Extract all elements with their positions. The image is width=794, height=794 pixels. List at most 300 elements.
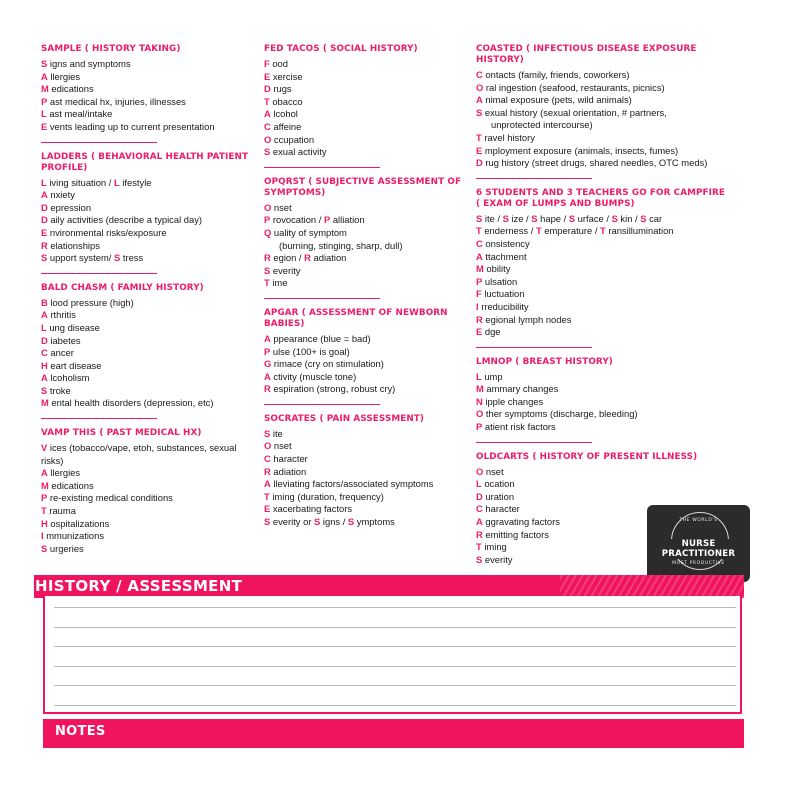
list-item: [264, 333, 469, 346]
banner-stripes: [560, 575, 744, 598]
logo-main-text: NURSE PRACTITIONER: [647, 539, 750, 559]
list-item: [476, 383, 741, 396]
item-text: ulsation: [482, 275, 518, 287]
item-text: re-existing medical conditions: [47, 492, 173, 504]
list-item: [264, 358, 469, 371]
mnemonic-letter: D: [41, 334, 48, 346]
section-title: BALD CHASM ( FAMILY HISTORY): [41, 282, 204, 293]
item-text: ppearance (blue = bad): [270, 332, 371, 344]
mnemonic-letter: T: [476, 131, 482, 143]
item-text: ransillumination: [605, 225, 674, 237]
item-text: troke: [47, 384, 71, 396]
mnemonic-letter: H: [41, 517, 48, 529]
mnemonic-letter: A: [41, 467, 48, 479]
list-item: [264, 146, 469, 159]
item-text: alliation: [330, 214, 365, 226]
list-item: [41, 360, 256, 373]
section-divider: [41, 142, 157, 143]
mnemonic-letter: D: [264, 83, 271, 95]
mnemonic-letter: O: [476, 465, 484, 477]
mnemonic-letter: S: [264, 427, 271, 439]
list-item: [264, 277, 469, 290]
mnemonic-letter: H: [41, 359, 48, 371]
item-text: ancer: [47, 347, 74, 359]
list-item: [476, 119, 741, 132]
mnemonic-letter: S: [347, 516, 355, 528]
item-text: exual history (sexual orientation, # partners,: [482, 106, 667, 118]
item-text: lcohol: [270, 108, 298, 120]
item-text: rovocation /: [270, 214, 324, 226]
item-text: hape /: [537, 212, 569, 224]
item-text: ast medical hx, injuries, illnesses: [47, 95, 186, 107]
item-text: kin /: [617, 212, 641, 224]
mnemonic-letter: A: [41, 372, 48, 384]
mnemonic-letter: T: [600, 225, 606, 237]
item-text: ental health disorders (depression, etc): [48, 397, 214, 409]
mnemonic-letter: S: [476, 553, 483, 565]
section-title: APGAR ( ASSESSMENT OF NEWBORN BABIES): [264, 307, 448, 329]
item-text: nset: [483, 465, 504, 477]
mnemonic-letter: S: [640, 212, 647, 224]
item-text: mployment exposure (animals, insects, fumes): [482, 144, 679, 156]
mnemonic-letter: A: [264, 332, 271, 344]
mnemonic-letter: O: [264, 133, 272, 145]
section-title: LADDERS ( BEHAVIORAL HEALTH PATIENT PROFILE): [41, 151, 249, 173]
section-title: OLDCARTS ( HISTORY OF PRESENT ILLNESS): [476, 451, 698, 462]
list-item: [476, 288, 741, 301]
mnemonic-letter: S: [113, 252, 121, 264]
notes-bar: [43, 719, 744, 748]
item-text: nset: [271, 440, 292, 452]
item-text: (burning, stinging, sharp, dull): [279, 239, 403, 251]
item-text: atient risk factors: [482, 421, 556, 433]
list-item: [264, 516, 469, 529]
list-item: [476, 145, 741, 158]
list-item: [264, 428, 469, 441]
section-divider: [264, 404, 380, 405]
item-text: obility: [483, 263, 511, 275]
list-item: [476, 314, 741, 327]
list-item: [41, 492, 256, 505]
mnemonic-letter: E: [264, 503, 271, 515]
item-text: rugs: [270, 83, 292, 95]
mnemonic-letter: S: [502, 212, 509, 224]
list-item: [264, 346, 469, 359]
section-divider: [264, 298, 380, 299]
item-text: ast meal/intake: [46, 108, 113, 120]
item-text: everity: [270, 264, 301, 276]
list-item: [476, 276, 741, 289]
list-item: [264, 121, 469, 134]
item-text: adiation: [270, 465, 307, 477]
list-item: [476, 491, 741, 504]
item-text: ontacts (family, friends, coworkers): [482, 69, 630, 80]
mnemonic-letter: M: [41, 397, 49, 409]
mnemonic-letter: S: [41, 252, 48, 264]
list-item: [41, 518, 256, 531]
mnemonic-letter: P: [476, 421, 483, 433]
list-item: [264, 503, 469, 516]
item-text: obacco: [269, 95, 303, 107]
mnemonic-letter: P: [264, 214, 271, 226]
list-item: [264, 371, 469, 384]
mnemonic-letter: B: [41, 296, 48, 308]
section-divider: [41, 418, 157, 419]
section-coasted: [476, 44, 741, 170]
item-text: emperature /: [541, 225, 601, 237]
section-title: FED TACOS ( SOCIAL HISTORY): [264, 44, 418, 54]
item-text: llergies: [47, 70, 81, 82]
mnemonic-letter: P: [476, 275, 483, 287]
item-text: onsistency: [482, 237, 530, 249]
item-text: iming: [481, 541, 507, 553]
mnemonic-letter: L: [113, 176, 120, 188]
mnemonic-letter: S: [264, 264, 271, 276]
mnemonic-letter: C: [264, 453, 271, 465]
list-item: [264, 265, 469, 278]
list-item: [476, 157, 741, 170]
list-item: [41, 347, 256, 360]
item-text: ulse (100+ is goal): [270, 345, 350, 357]
mnemonic-letter: P: [41, 95, 48, 107]
item-text: egion /: [270, 252, 305, 264]
mnemonic-letter: C: [264, 120, 271, 132]
list-item: [476, 238, 741, 251]
mnemonic-letter: S: [568, 212, 576, 224]
item-text: edications: [48, 479, 94, 491]
item-text: ices (tobacco/vape, etoh, substances, sexual risks): [41, 442, 237, 466]
item-text: ump: [481, 370, 503, 382]
note-line: [54, 646, 736, 647]
mnemonic-letter: A: [41, 70, 48, 82]
section-opqrst: [264, 177, 469, 290]
mnemonic-letter: I: [41, 530, 44, 542]
item-text: ymptoms: [354, 516, 395, 528]
section-title: SOCRATES ( PAIN ASSESSMENT): [264, 413, 425, 424]
section-vamp-this: [41, 428, 256, 555]
mnemonic-letter: T: [476, 225, 482, 237]
mnemonic-letter: M: [476, 383, 484, 395]
mnemonic-letter: S: [264, 146, 271, 158]
item-text: rauma: [46, 505, 76, 517]
mnemonic-letter: S: [531, 212, 538, 224]
mnemonic-letter: O: [264, 440, 272, 452]
item-text: nset: [271, 201, 292, 213]
note-line: [54, 685, 736, 686]
item-text: rreducibility: [478, 300, 529, 312]
mnemonic-letter: D: [41, 201, 48, 213]
list-item: [41, 543, 256, 556]
item-text: ospitalizations: [47, 517, 110, 529]
list-item: [264, 383, 469, 396]
mnemonic-letter: E: [41, 120, 48, 132]
item-text: rug history (street drugs, shared needles, OTC meds): [482, 157, 708, 169]
item-text: urgeries: [47, 542, 84, 554]
mnemonic-letter: S: [476, 212, 483, 224]
mnemonic-letter: P: [323, 214, 331, 226]
list-item: [264, 214, 469, 227]
list-item: [264, 453, 469, 466]
list-item: [41, 71, 256, 84]
list-item: [264, 478, 469, 491]
item-text: affeine: [270, 120, 302, 132]
mnemonic-letter: E: [264, 70, 271, 82]
mnemonic-letter: T: [41, 505, 47, 517]
list-item: [41, 442, 256, 467]
section-divider: [476, 178, 592, 179]
list-item: [476, 94, 741, 107]
list-item: [41, 335, 256, 348]
mnemonic-letter: A: [264, 370, 271, 382]
list-item: [476, 251, 741, 264]
item-text: elationships: [47, 239, 100, 251]
mnemonic-letter: A: [476, 250, 483, 262]
logo-bottom-text: MOST PRODUCTIVE: [672, 561, 725, 566]
item-text: ral ingestion (seafood, restaurants, picnics): [483, 81, 665, 93]
section-divider: [264, 167, 380, 168]
mnemonic-letter: V: [41, 442, 48, 454]
section-title: SAMPLE ( HISTORY TAKING): [41, 44, 181, 54]
mnemonic-letter: T: [264, 277, 270, 289]
mnemonic-letter: S: [264, 516, 271, 528]
list-item: [264, 491, 469, 504]
mnemonic-letter: A: [264, 478, 271, 490]
mnemonic-letter: M: [476, 263, 484, 275]
mnemonic-letter: E: [476, 326, 483, 338]
list-item: [264, 134, 469, 147]
section-title: 6 STUDENTS AND 3 TEACHERS GO FOR CAMPFIRE ( EXAM OF LUMPS AND BUMPS): [476, 187, 725, 209]
list-item: [41, 189, 256, 202]
list-item: [41, 202, 256, 215]
item-text: iving situation /: [46, 176, 114, 188]
section-fed-tacos: [264, 44, 469, 159]
item-text: iabetes: [47, 334, 81, 346]
mnemonic-letter: D: [476, 490, 483, 502]
section-title: LMNOP ( BREAST HISTORY): [476, 356, 613, 367]
item-text: ocation: [481, 478, 515, 490]
list-item: [264, 96, 469, 109]
list-item: [476, 213, 741, 226]
mnemonic-letter: L: [41, 108, 47, 120]
item-text: exual activity: [270, 146, 327, 158]
list-item: [41, 322, 256, 335]
mnemonic-letter: C: [476, 503, 483, 515]
item-text: epression: [47, 201, 92, 213]
list-item: [476, 396, 741, 409]
mnemonic-letter: C: [476, 69, 483, 80]
mnemonic-letter: Q: [264, 226, 272, 238]
item-text: ttachment: [482, 250, 527, 262]
list-item: [41, 397, 256, 410]
mnemonic-letter: N: [476, 395, 483, 407]
mnemonic-letter: S: [41, 542, 48, 554]
list-item: [476, 478, 741, 491]
item-text: uration: [482, 490, 515, 502]
section-divider: [476, 442, 592, 443]
list-item: [264, 71, 469, 84]
item-text: emitting factors: [482, 528, 549, 540]
item-text: enderness /: [481, 225, 536, 237]
mnemonic-letter: F: [264, 58, 270, 69]
item-text: ipple changes: [482, 395, 544, 407]
mnemonic-letter: R: [264, 252, 271, 264]
item-text: igns /: [320, 516, 348, 528]
notes-writing-area[interactable]: [43, 596, 742, 714]
mnemonic-letter: S: [476, 106, 483, 118]
item-text: ung disease: [46, 321, 100, 333]
item-text: mmunizations: [43, 530, 105, 542]
mnemonic-letter: F: [476, 288, 482, 300]
item-text: ctivity (muscle tone): [270, 370, 357, 382]
item-text: igns and symptoms: [47, 58, 131, 69]
section-bald-chasm: [41, 283, 256, 410]
mnemonic-letter: R: [476, 528, 483, 540]
item-text: aily activities (describe a typical day): [47, 214, 203, 226]
item-text: nxiety: [47, 189, 75, 201]
mnemonic-letter: R: [41, 239, 48, 251]
list-item: [476, 301, 741, 314]
section-divider: [41, 273, 157, 274]
item-text: eart disease: [47, 359, 102, 371]
mnemonic-letter: D: [41, 214, 48, 226]
section-title: OPQRST ( SUBJECTIVE ASSESSMENT OF SYMPTOMS): [264, 176, 462, 198]
list-item: [264, 108, 469, 121]
mnemonic-letter: S: [611, 212, 618, 224]
section-lmnop: [476, 357, 741, 434]
list-item: [476, 408, 741, 421]
mnemonic-letter: A: [476, 94, 483, 106]
mnemonic-letter: E: [476, 144, 483, 156]
column-right: [476, 44, 741, 566]
list-item: [41, 480, 256, 493]
mnemonic-letter: T: [264, 490, 270, 502]
list-item: [264, 58, 469, 71]
list-item: [264, 202, 469, 215]
list-item: [41, 252, 256, 265]
mnemonic-letter: T: [264, 95, 270, 107]
list-item: [41, 505, 256, 518]
item-text: nimal exposure (pets, wild animals): [482, 94, 632, 106]
mnemonic-letter: L: [41, 176, 47, 188]
mnemonic-letter: O: [264, 201, 272, 213]
mnemonic-letter: G: [264, 358, 272, 370]
mnemonic-letter: R: [264, 465, 271, 477]
mnemonic-letter: C: [476, 237, 483, 249]
mnemonic-letter: P: [264, 345, 271, 357]
item-text: lood pressure (high): [47, 296, 134, 308]
item-text: uality of symptom: [271, 226, 347, 238]
section-divider: [476, 347, 592, 348]
section-apgar: [264, 308, 469, 396]
list-item: [41, 177, 256, 190]
item-text: urface /: [575, 212, 612, 224]
list-item: [476, 371, 741, 384]
mnemonic-letter: C: [41, 347, 48, 359]
mnemonic-letter: L: [476, 370, 482, 382]
list-item: [41, 372, 256, 385]
item-text: nvironmental risks/exposure: [47, 226, 167, 238]
mnemonic-letter: P: [41, 492, 48, 504]
mnemonic-letter: O: [476, 81, 484, 93]
item-text: lleviating factors/associated symptoms: [270, 478, 434, 490]
item-text: xacerbating factors: [270, 503, 353, 515]
list-item: [264, 466, 469, 479]
list-item: [476, 263, 741, 276]
mnemonic-letter: R: [264, 383, 271, 395]
list-item: [41, 309, 256, 322]
list-item: [476, 107, 741, 120]
item-text: upport system/: [47, 252, 114, 264]
section-title: VAMP THIS ( PAST MEDICAL HX): [41, 428, 202, 439]
section-6-students-and-3-teachers-go-for-campfire: [476, 188, 741, 339]
mnemonic-letter: A: [41, 189, 48, 201]
list-item: [41, 467, 256, 480]
section-title: COASTED ( INFECTIOUS DISEASE EXPOSURE HISTORY): [476, 44, 697, 65]
list-item: [264, 240, 469, 253]
list-item: [41, 227, 256, 240]
section-ladders: [41, 152, 256, 265]
item-text: ime: [269, 277, 288, 289]
item-text: ize /: [508, 212, 532, 224]
item-text: egional lymph nodes: [482, 313, 572, 325]
note-line: [54, 666, 736, 667]
history-assessment-title: HISTORY / ASSESSMENT: [35, 577, 243, 595]
mnemonic-letter: L: [476, 478, 482, 490]
nurse-practitioner-logo: [647, 505, 750, 582]
mnemonic-letter: T: [476, 541, 482, 553]
list-item: [41, 240, 256, 253]
item-text: ccupation: [271, 133, 315, 145]
column-left: [41, 44, 256, 555]
item-text: unprotected intercourse): [491, 119, 593, 131]
mnemonic-letter: L: [41, 321, 47, 333]
item-text: everity: [482, 553, 513, 565]
section-socrates: [264, 414, 469, 529]
note-line: [54, 705, 736, 706]
list-item: [41, 108, 256, 121]
mnemonic-letter: O: [476, 408, 484, 420]
notes-title: NOTES: [55, 724, 106, 739]
item-text: tress: [120, 252, 144, 264]
mnemonic-letter: I: [476, 300, 479, 312]
item-text: lcoholism: [47, 372, 90, 384]
mnemonic-letter: R: [304, 252, 311, 264]
section-sample: [41, 44, 256, 134]
list-item: [476, 225, 741, 238]
item-text: rthritis: [47, 309, 76, 321]
item-text: ther symptoms (discharge, bleeding): [483, 408, 638, 420]
list-item: [476, 69, 741, 82]
item-text: ood: [269, 58, 288, 69]
note-line: [54, 627, 736, 628]
mnemonic-letter: E: [41, 226, 48, 238]
item-text: rimace (cry on stimulation): [271, 358, 384, 370]
list-item: [476, 466, 741, 479]
mnemonic-letter: S: [41, 58, 48, 69]
list-item: [41, 385, 256, 398]
list-item: [41, 297, 256, 310]
item-text: car: [646, 212, 663, 224]
list-item: [264, 83, 469, 96]
mnemonic-letter: R: [476, 313, 483, 325]
mnemonic-letter: A: [41, 309, 48, 321]
item-text: xercise: [270, 70, 303, 82]
item-text: ite /: [482, 212, 503, 224]
item-text: llergies: [47, 467, 81, 479]
item-text: ifestyle: [119, 176, 152, 188]
logo-top-text: THE WORLD'S: [679, 518, 718, 523]
list-item: [264, 440, 469, 453]
